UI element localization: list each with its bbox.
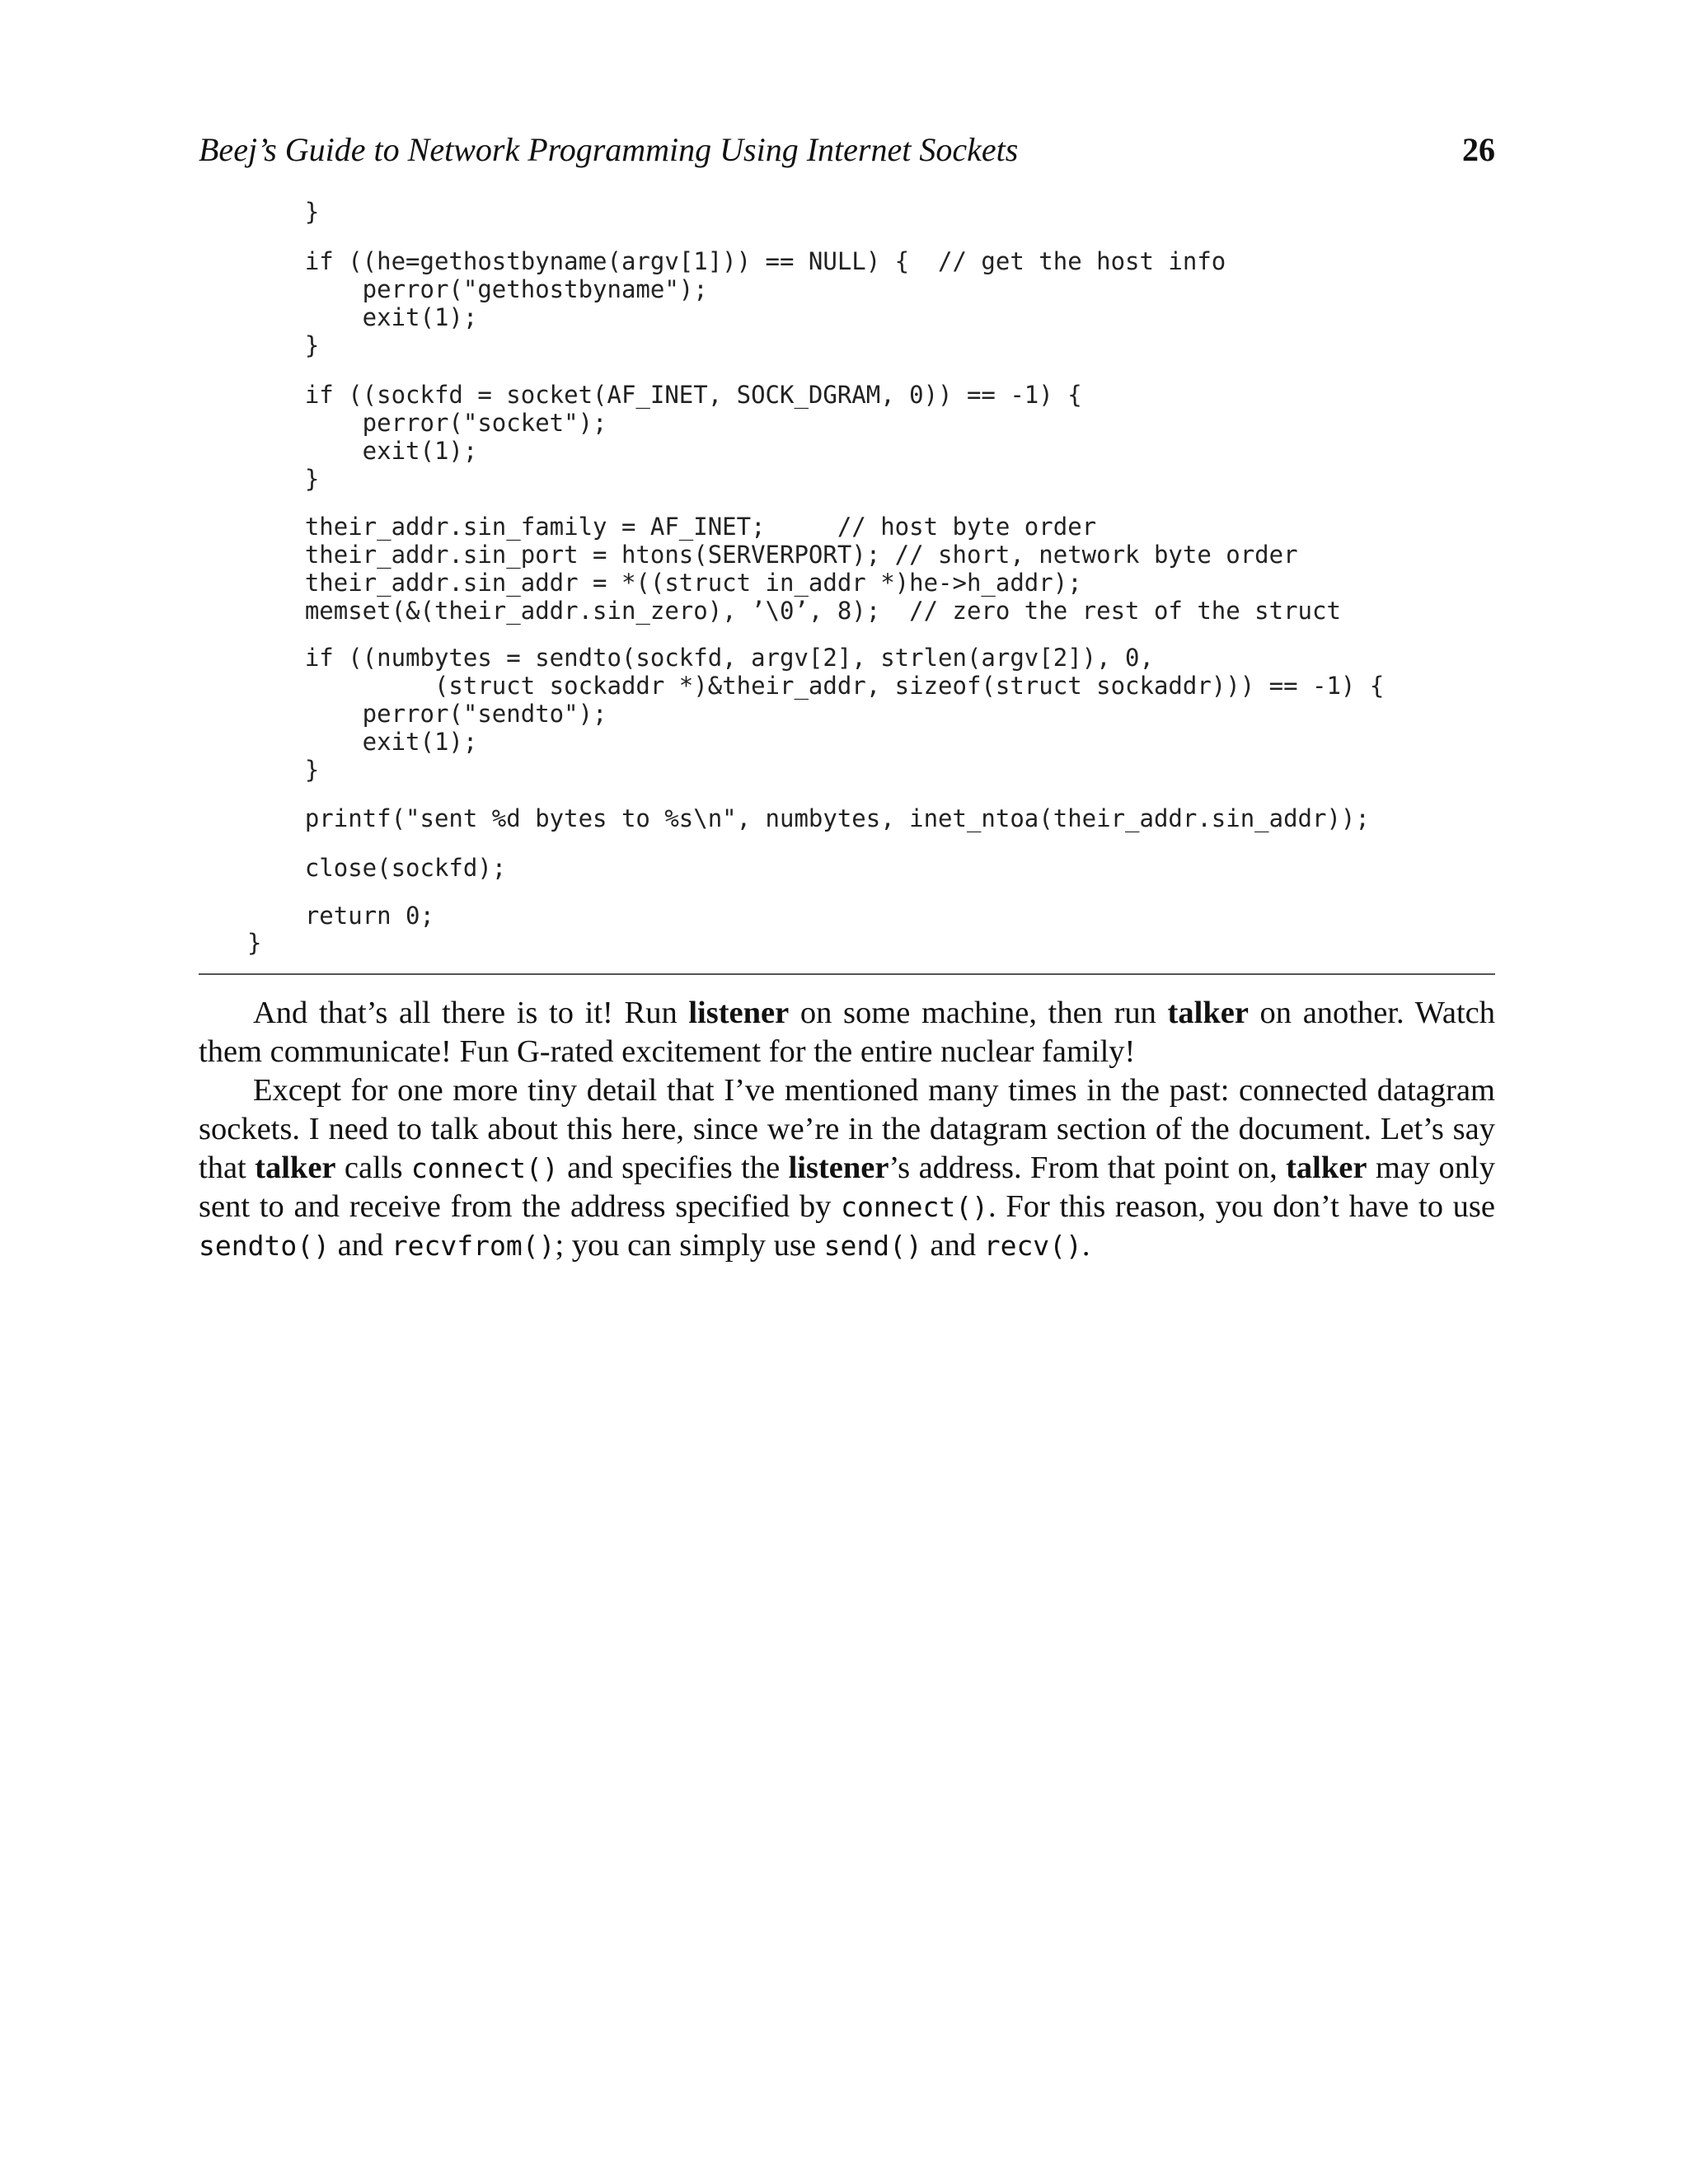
body-text xyxy=(199,994,1495,1265)
code-listing xyxy=(247,198,1385,957)
code-line: their_addr.sin_family = AF_INET; // host byte order xyxy=(247,513,1097,541)
page-header xyxy=(199,124,1495,176)
text-run: ’s address. From that point on, xyxy=(889,1151,1287,1185)
text-run: and xyxy=(921,1228,984,1263)
bold-term: talker xyxy=(1167,996,1249,1030)
text-run: And that’s all there is to it! Run xyxy=(253,996,689,1030)
text-run: on some machine, then run xyxy=(789,996,1168,1030)
running-title: Beej’s Guide to Network Programming Using Internet Sockets xyxy=(199,131,1019,168)
text-run: . xyxy=(1081,1228,1090,1263)
code-line: } xyxy=(247,756,320,784)
code-line: exit(1); xyxy=(247,728,478,756)
code-line: exit(1); xyxy=(247,303,478,331)
code-line: their_addr.sin_addr = *((struct in_addr *)he->h_addr); xyxy=(247,569,1082,597)
code-line: perror("socket"); xyxy=(247,409,607,437)
bold-term: listener xyxy=(788,1151,889,1185)
code-line: if ((he=gethostbyname(argv[1])) == NULL) { // get the host info xyxy=(247,247,1226,275)
text-run: and xyxy=(329,1228,392,1263)
bold-term: listener xyxy=(688,996,790,1030)
code-line: (struct sockaddr *)&their_addr, sizeof(struct sockaddr))) == -1) { xyxy=(247,672,1385,700)
paragraph-2 xyxy=(199,1071,1495,1265)
code-line: } xyxy=(247,198,320,226)
text-run: calls xyxy=(335,1151,411,1185)
inline-code: connect() xyxy=(410,1152,559,1184)
bold-term: talker xyxy=(1286,1151,1367,1185)
code-line: their_addr.sin_port = htons(SERVERPORT); // short, network byte order xyxy=(247,541,1298,569)
code-line: memset(&(their_addr.sin_zero), ’\0’, 8); // zero the rest of the struct xyxy=(247,597,1341,625)
inline-code: sendto() xyxy=(199,1230,330,1262)
code-line: } xyxy=(247,331,320,359)
code-line: if ((sockfd = socket(AF_INET, SOCK_DGRAM, 0)) == -1) { xyxy=(247,381,1082,409)
code-line: perror("gethostbyname"); xyxy=(247,275,708,303)
code-line: } xyxy=(247,465,320,493)
code-line: printf("sent %d bytes to %s\n", numbytes, inet_ntoa(their_addr.sin_addr)); xyxy=(247,804,1370,832)
section-divider xyxy=(199,973,1495,975)
inline-code: connect() xyxy=(841,1191,988,1223)
text-run: on another. Watch them communicate! Fun G-rated excitement for the entire nuclear family! xyxy=(199,996,1495,1069)
inline-code: send() xyxy=(823,1230,922,1262)
paragraph-1 xyxy=(199,994,1495,1071)
page-number: 26 xyxy=(1462,131,1495,168)
inline-code: recvfrom() xyxy=(391,1230,556,1262)
code-line: } xyxy=(247,929,262,957)
code-line: exit(1); xyxy=(247,437,478,465)
text-run: may only sent to and receive from the address specified by xyxy=(199,1151,1495,1224)
code-line: close(sockfd); xyxy=(247,854,507,882)
code-line: return 0; xyxy=(247,902,434,930)
code-line: perror("sendto"); xyxy=(247,700,607,728)
text-run: . For this reason, you don’t have to use xyxy=(987,1189,1496,1224)
code-line: if ((numbytes = sendto(sockfd, argv[2], strlen(argv[2]), 0, xyxy=(247,644,1154,672)
text-run: Except for one more tiny detail that I’ve mentioned many times in the past: connected datagram sockets. I need to talk about this here, since we’re in the datagram section of the document. Let’s say that xyxy=(199,1073,1495,1185)
inline-code: recv() xyxy=(983,1230,1082,1262)
bold-term: talker xyxy=(255,1151,336,1185)
text-run: and specifies the xyxy=(558,1151,789,1185)
text-run: ; you can simply use xyxy=(555,1228,824,1263)
